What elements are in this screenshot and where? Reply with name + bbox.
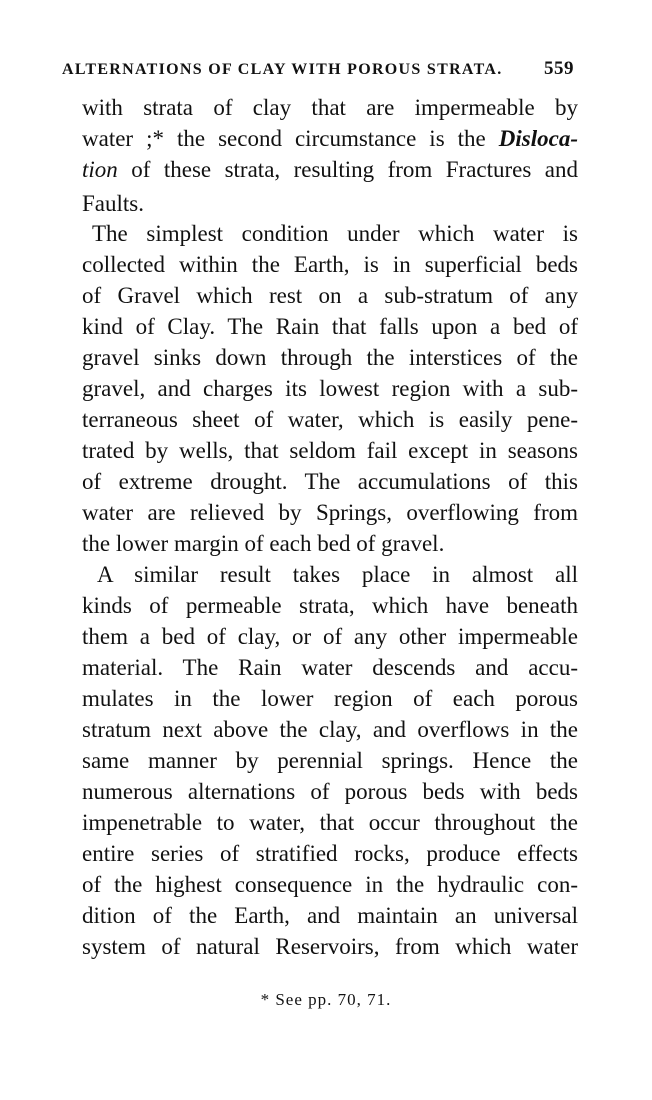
text-line: material. The Rain water descends and accu- [82,655,578,680]
text-line: stratum next above the clay, and overflows in the [82,717,578,742]
page-number: 559 [544,58,574,79]
paragraph-start-line: The simplest condition under which water is [92,221,578,246]
text-run: water ;* the second circumstance is the [82,126,499,151]
running-head-title: ALTERNATIONS OF CLAY WITH POROUS STRATA. [62,61,503,78]
text-line: water are relieved by Springs, overflowing from [82,500,578,525]
text-line: numerous alternations of porous beds with beds [82,779,578,804]
text-line: same manner by perennial springs. Hence the [82,748,578,773]
emphasis-dislocation: Disloca- [498,126,578,151]
text-line: system of natural Reservoirs, from which water [82,934,578,959]
text-line: of extreme drought. The accumulations of this [82,469,578,494]
footnote: * See pp. 70, 71. [260,990,392,1009]
text-line: entire series of stratified rocks, produce effects [82,841,578,866]
text-line: gravel, and charges its lowest region with a sub- [82,376,578,401]
text-line: impenetrable to water, that occur throughout the [82,810,578,835]
text-line: gravel sinks down through the interstices of the [82,345,578,370]
text-line: terraneous sheet of water, which is easily pene- [82,407,578,432]
emphasis-tion: tion [82,157,118,182]
text-line: collected within the Earth, is in superficial beds [82,252,578,277]
text-line: dition of the Earth, and maintain an universal [82,903,578,928]
text-line: the lower margin of each bed of gravel. [82,531,445,556]
running-header [62,58,574,84]
text-line: them a bed of clay, or of any other impermeable [82,624,578,649]
text-line [82,156,578,184]
text-run: of these strata, resulting from Fractures and [117,157,578,182]
text-line: of the highest consequence in the hydraulic con- [82,872,578,897]
text-line: Faults. [82,191,144,216]
text-line: trated by wells, that seldom fail except in seasons [82,438,578,463]
text-line: kind of Clay. The Rain that falls upon a bed of [82,314,578,339]
text-line: kinds of permeable strata, which have beneath [82,593,578,618]
text-line: with strata of clay that are impermeable by [82,95,578,120]
paragraph-start-line: A similar result takes place in almost all [97,562,578,587]
text-line: of Gravel which rest on a sub-stratum of any [82,283,578,308]
text-line: mulates in the lower region of each porous [82,686,578,711]
text-line [82,125,578,153]
